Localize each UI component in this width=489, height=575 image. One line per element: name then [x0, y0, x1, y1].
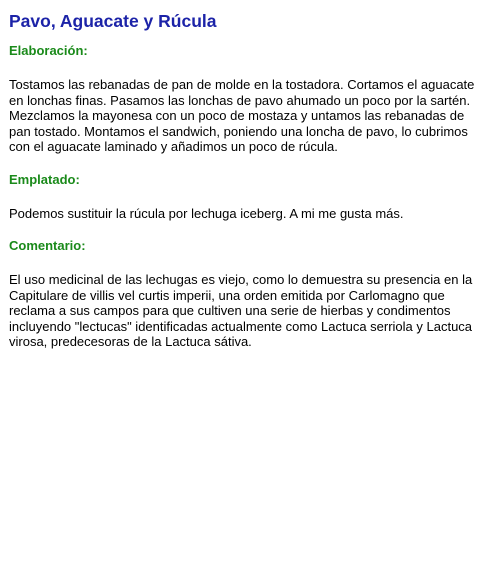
section-heading-emplatado: Emplatado:	[9, 171, 80, 187]
section-heading-comentario: Comentario:	[9, 238, 86, 253]
section-body-comentario: El uso medicinal de las lechugas es viejo, como lo demuestra su presencia en la Capitulare de villis vel curtis imperii, una orden emitida por Carlomagno que reclama a sus campos para que cultiven una serie de hierbas y condimentos incluyendo "lectucas" identificadas actualmente como Lactuca serriola y Lactuca virosa, predecesoras de la Lactuca sátiva.	[9, 272, 473, 349]
section-body-elaboracion: Tostamos las rebanadas de pan de molde en la tostadora. Cortamos el aguacate en lonchas finas. Pasamos las lonchas de pavo ahumado un poco por la sartén. Mezclamos la mayonesa con un poco de mostaza y untamos las rebanadas de pan tostado. Montamos el sandwich, poniendo una loncha de pavo, lo cubrimos con el aguacate laminado y añadimos un poco de rúcula.	[9, 77, 475, 154]
section-heading-elaboracion: Elaboración:	[9, 43, 88, 58]
section-body-emplatado: Podemos sustituir la rúcula por lechuga iceberg. A mi me gusta más.	[9, 205, 404, 221]
recipe-title: Pavo, Aguacate y Rúcula	[9, 11, 217, 31]
recipe-page	[9, 10, 477, 350]
